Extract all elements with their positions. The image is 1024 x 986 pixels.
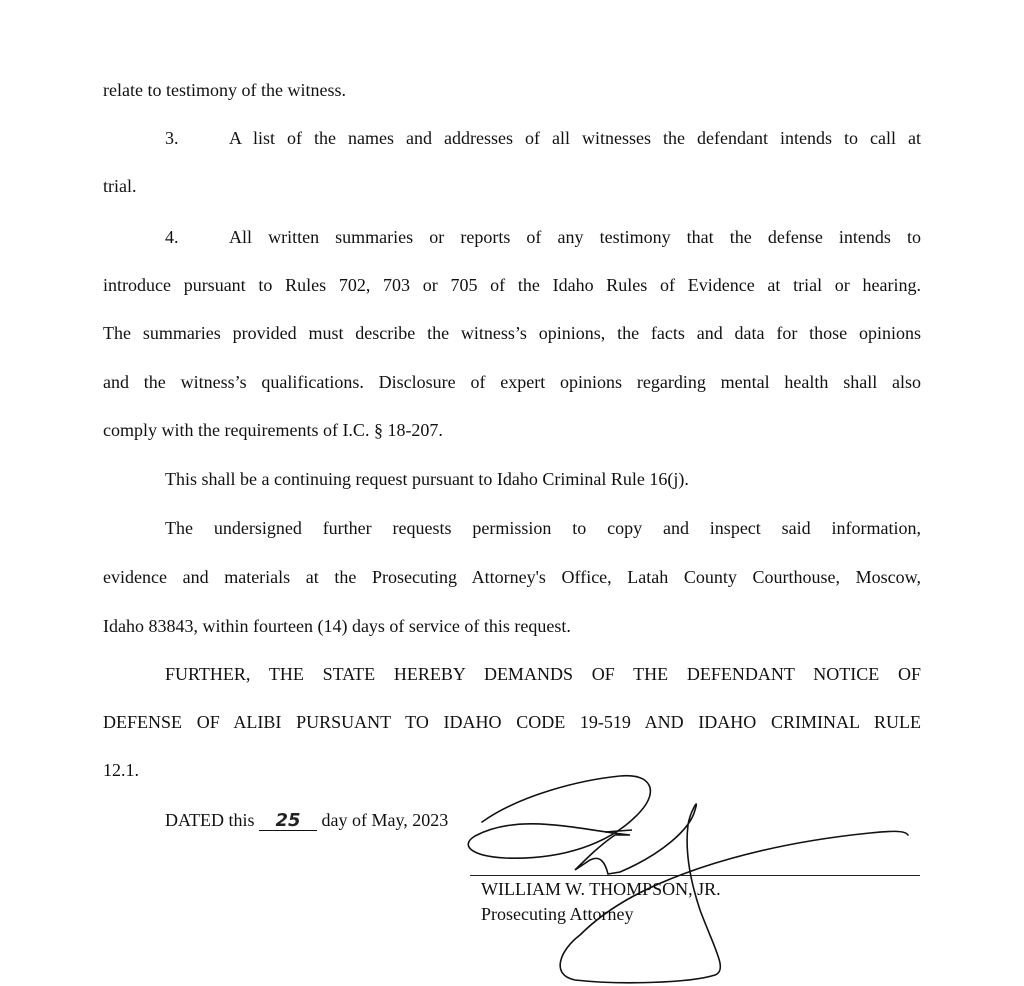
text-line: and the witness’s qualifications. Disclosure of expert opinions regarding mental health shall also xyxy=(103,372,921,392)
dated-prefix: DATED this xyxy=(165,810,255,830)
text-line: Idaho 83843, within fourteen (14) days of service of this request. xyxy=(103,616,571,636)
text-line: evidence and materials at the Prosecuting Attorney's Office, Latah County Courthouse, Moscow, xyxy=(103,567,921,587)
text-line: All written summaries or reports of any testimony that the defense intends to xyxy=(229,227,921,247)
item-number: 4. xyxy=(165,227,179,247)
text-line: introduce pursuant to Rules 702, 703 or 705 of the Idaho Rules of Evidence at trial or hearing. xyxy=(103,275,921,295)
dated-day: 25 xyxy=(259,812,317,831)
text-line: A list of the names and addresses of all witnesses the defendant intends to call at xyxy=(229,128,921,148)
text-line: The undersigned further requests permission to copy and inspect said information, xyxy=(165,518,921,538)
text-line: trial. xyxy=(103,176,137,196)
text-line: The summaries provided must describe the witness’s opinions, the facts and data for those opinions xyxy=(103,323,921,343)
text-line: 12.1. xyxy=(103,760,139,780)
text-line: relate to testimony of the witness. xyxy=(103,80,346,100)
text-line: This shall be a continuing request pursuant to Idaho Criminal Rule 16(j). xyxy=(165,469,689,489)
text-line: FURTHER, THE STATE HEREBY DEMANDS OF THE DEFENDANT NOTICE OF xyxy=(165,664,921,684)
dated-suffix: day of May, 2023 xyxy=(321,810,449,830)
text-line: comply with the requirements of I.C. § 18-207. xyxy=(103,420,443,440)
signer-title: Prosecuting Attorney xyxy=(481,904,634,924)
text-line: DEFENSE OF ALIBI PURSUANT TO IDAHO CODE 19-519 AND IDAHO CRIMINAL RULE xyxy=(103,712,921,732)
item-number: 3. xyxy=(165,128,179,148)
signer-name: WILLIAM W. THOMPSON, JR. xyxy=(481,879,721,899)
